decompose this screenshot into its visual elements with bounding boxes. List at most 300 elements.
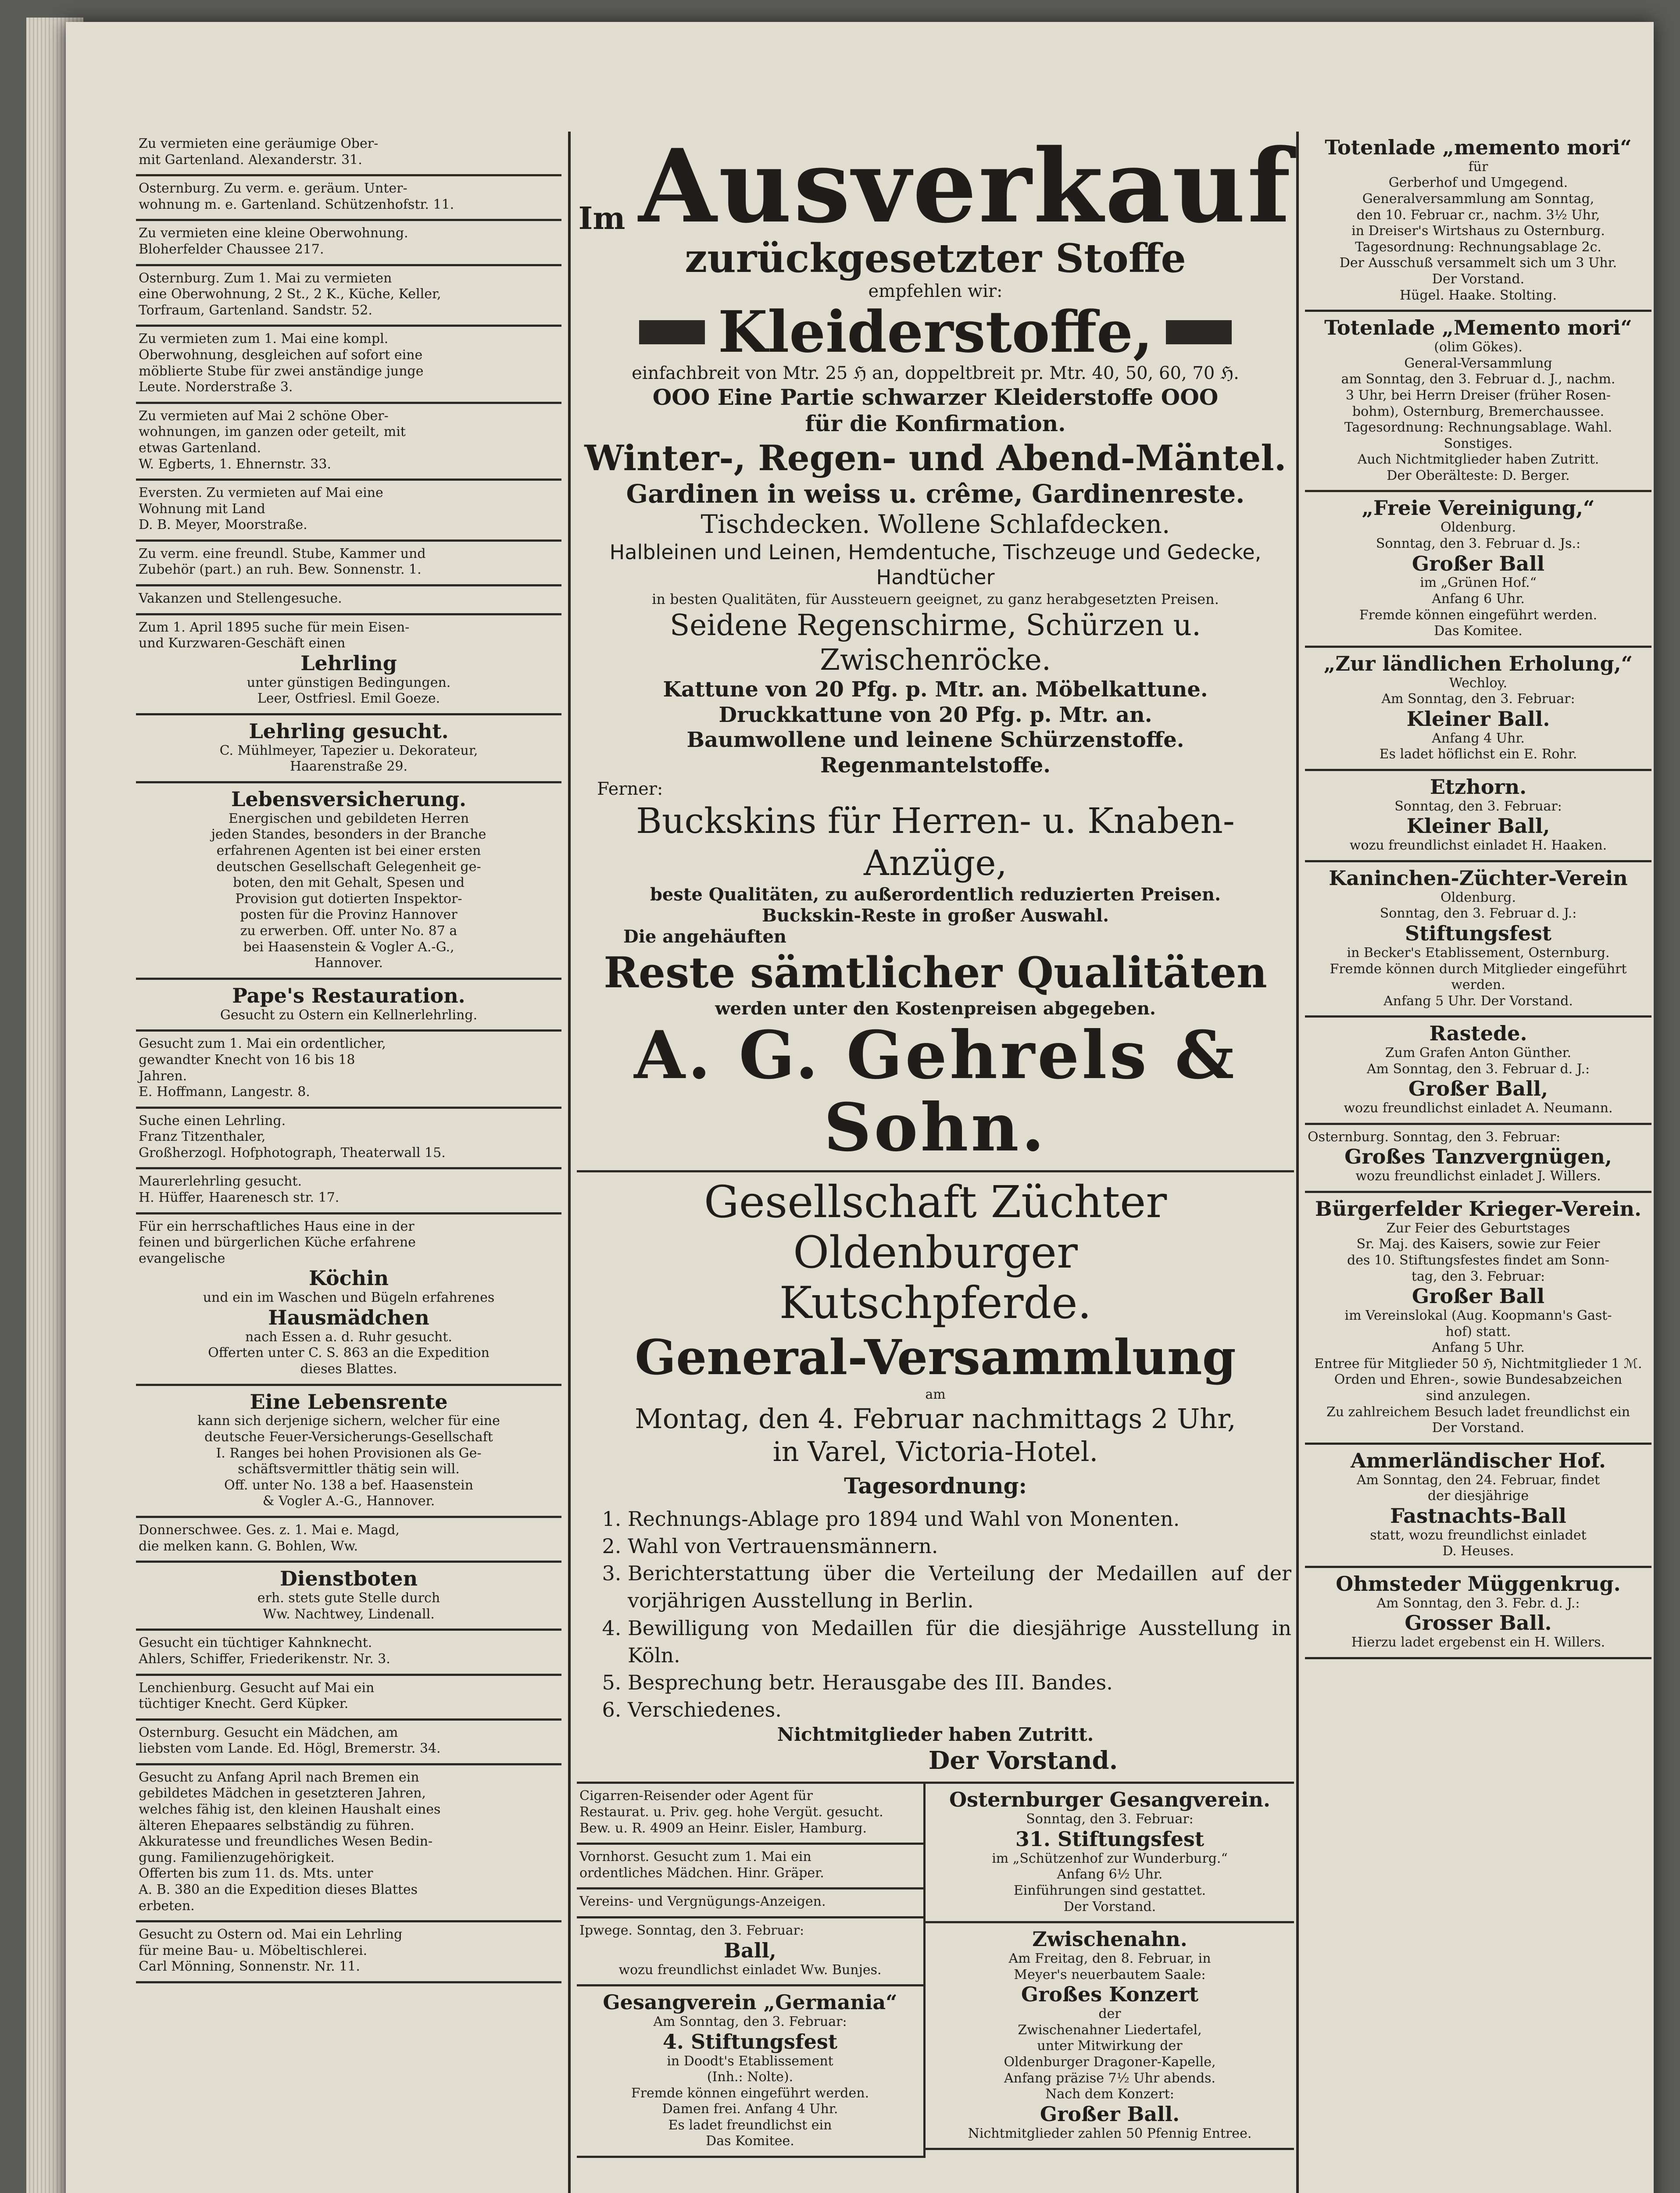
ad-text-line: Am Sonntag, den 24. Februar, findet [1356, 1472, 1600, 1488]
ad-text-line: Offerten unter C. S. 863 an die Expedition [208, 1345, 490, 1361]
ad-text-line: die melken kann. G. Bohlen, Ww. [139, 1538, 358, 1554]
events-column-right [1305, 132, 1651, 1659]
ad-text-line: Anfang 6½ Uhr. [1057, 1867, 1163, 1882]
ad-text-line: Anfang 5 Uhr. [1432, 1340, 1525, 1356]
ad-text-line: Einführungen sind gestattet. [1013, 1883, 1206, 1899]
ad-text-line: Fremde können eingeführt werden. [631, 2085, 869, 2101]
ad-text-line: ordentliches Mädchen. Hinr. Gräper. [579, 1865, 824, 1881]
ad-headline: „Zur ländlichen Erholung,“ [1323, 651, 1633, 675]
ad-text-line: Osternburg. Zu verm. e. geräum. Unter- [139, 181, 407, 196]
ausverkauf-ad [577, 127, 1294, 1172]
ad-text-line: Anfang 4 Uhr. [1432, 730, 1525, 746]
ad-text-line: Sonntag, den 3. Februar d. J.: [1380, 906, 1577, 921]
ad-text-line: deutsche Feuer-Versicherungs-Gesellschaft [204, 1429, 493, 1445]
ad-text-line: gung. Familienzugehörigkeit. [139, 1850, 335, 1865]
classified-ad [1305, 1018, 1651, 1125]
ad-text-line: wozu freundlichst einladet A. Neumann. [1344, 1100, 1613, 1116]
classified-ad [136, 586, 561, 615]
ad-line: OOO Eine Partie schwarzer Kleiderstoffe OOO [652, 384, 1219, 410]
ad-text-line: Das Komitee. [706, 2133, 794, 2149]
ad-text-line: Zu vermieten auf Mai 2 schöne Ober- [139, 408, 389, 424]
classified-ad [136, 1631, 561, 1675]
ad-ausverkauf-title: Ausverkauf [638, 127, 1293, 246]
ad-text-line: des 10. Stiftungsfestes findet am Sonn- [1347, 1253, 1609, 1268]
ad-text-line: zu erwerben. Off. unter No. 87 a [240, 923, 458, 939]
decorative-bar [639, 320, 705, 344]
ad-text-line: und ein im Waschen und Bügeln erfahrenes [203, 1290, 495, 1306]
ad-text-line: Oberwohnung, desgleichen auf sofort eine [139, 347, 423, 363]
ad-headline: Kleiner Ball, [1406, 814, 1550, 838]
ad-text-line: Restaurat. u. Priv. geg. hohe Vergüt. gesucht. [579, 1804, 883, 1820]
classified-ad [1305, 1193, 1651, 1445]
ad-text-line: Hannover. [314, 955, 383, 971]
ad-text-line: Torfraum, Gartenland. Sandstr. 52. [139, 302, 372, 318]
gv-heading: Gesellschaft Züchter Oldenburger [704, 1176, 1167, 1278]
ad-text-line: W. Egberts, 1. Ehnernstr. 33. [139, 456, 331, 472]
ad-text-line: Der Vorstand. [1432, 1420, 1525, 1436]
decorative-bar [1166, 320, 1232, 344]
ad-text-line: dieses Blattes. [300, 1361, 397, 1377]
ad-headline: Stiftungsfest [1405, 921, 1552, 946]
ad-text-line: Zu vermieten eine kleine Oberwohnung. [139, 225, 408, 241]
ad-line: Regenmantelstoffe. [820, 753, 1051, 778]
classified-ad [136, 176, 561, 221]
column-rule-right [1296, 132, 1299, 2193]
ad-text-line: der [1098, 2006, 1121, 2022]
ad-text-line: unter Mitwirkung der [1037, 2038, 1183, 2054]
classified-ad [136, 980, 561, 1032]
ad-headline: Großer Ball [1412, 551, 1545, 575]
ad-text-line: Es ladet höflichst ein E. Rohr. [1379, 746, 1577, 762]
ad-text-line: älteren Ehepaares selbständig zu führen. [139, 1818, 415, 1833]
ad-firm-name: A. G. Gehrels & Sohn. [634, 1016, 1237, 1166]
ad-text-line: Eversten. Zu vermieten auf Mai eine [139, 485, 383, 501]
classified-ad [136, 266, 561, 327]
ad-text-line: Anfang präzise 7½ Uhr abends. [1004, 2070, 1216, 2086]
ad-text-line: Am Sonntag, den 3. Februar d. J.: [1366, 1061, 1590, 1077]
ad-text-line: A. B. 380 an die Expedition dieses Blattes [139, 1882, 418, 1898]
ad-headline: Fastnachts-Ball [1390, 1504, 1566, 1528]
classified-ad [136, 1721, 561, 1765]
ad-line: Halbleinen und Leinen, Hemdentuche, Tischzeuge und Gedecke, [609, 540, 1262, 564]
ad-text-line: Gesucht ein tüchtiger Kahnknecht. [139, 1635, 372, 1651]
gv-date: Montag, den 4. Februar nachmittags 2 Uhr, [635, 1403, 1236, 1435]
ad-headline: Köchin [308, 1266, 389, 1290]
ad-text-line: tag, den 3. Februar: [1411, 1268, 1545, 1284]
ad-text-line: wozu freundlichst einladet J. Willers. [1355, 1168, 1601, 1184]
ad-text-line: Maurerlehrling gesucht. [139, 1174, 302, 1189]
ad-text-line: Leer, Ostfriesl. Emil Goeze. [257, 691, 440, 707]
ad-text-line: der diesjährige [1427, 1488, 1529, 1504]
ad-text-line: möblierte Stube für zwei anständige junge [139, 363, 424, 379]
gv-place: in Varel, Victoria-Hotel. [772, 1435, 1098, 1468]
ad-text-line: Für ein herrschaftliches Haus eine in der [139, 1218, 415, 1234]
ad-text-line: in Doodt's Etablissement [667, 2053, 833, 2069]
main-ads-column [577, 127, 1294, 2158]
ad-line: für die Konfirmation. [805, 410, 1066, 436]
ad-text-line: Großherzogl. Hofphotograph, Theaterwall 15. [139, 1145, 446, 1161]
ad-text-line: im Vereinslokal (Aug. Koopmann's Gast- [1344, 1308, 1612, 1324]
ad-text-line: Tagesordnung: Rechnungsablage 2c. [1355, 239, 1601, 255]
ad-kleiderstoffe-text: Kleiderstoffe, [718, 298, 1153, 365]
classified-ad [1305, 648, 1651, 771]
ad-headline: Totenlade „memento mori“ [1325, 136, 1632, 159]
ad-headline: Bürgerfelder Krieger-Verein. [1315, 1197, 1641, 1221]
ad-headline: Lehrling gesucht. [249, 719, 449, 743]
ad-text-line: Oldenburger Dragoner-Kapelle, [1004, 2054, 1216, 2070]
classified-ad [1305, 771, 1651, 862]
classified-ad [136, 1563, 561, 1631]
classified-ad [136, 327, 561, 404]
gv-agenda-list [628, 1505, 1291, 1723]
ad-text-line: Sonntag, den 3. Februar d. Js.: [1376, 536, 1581, 551]
ad-text-line: Ww. Nachtwey, Lindenall. [263, 1606, 435, 1622]
ad-text-line: Am Freitag, den 8. Februar, in [1008, 1951, 1211, 1967]
ad-text-line: gewandter Knecht von 16 bis 18 [139, 1052, 355, 1068]
classified-ad [136, 715, 561, 783]
ad-text-line: sind anzulegen. [1426, 1388, 1531, 1404]
ad-text-line: Gesucht zu Ostern od. Mai ein Lehrling [139, 1927, 403, 1943]
ad-text-line: wohnung m. e. Gartenland. Schützenhofstr. 11. [139, 196, 454, 212]
ad-text-line: Am Sonntag, den 3. Februar: [1381, 691, 1575, 707]
ad-text-line: wohnungen, im ganzen oder geteilt, mit [139, 424, 406, 440]
ad-text-line: Zur Feier des Geburtstages [1386, 1220, 1570, 1236]
ad-text-line: Offerten bis zum 11. ds. Mts. unter [139, 1866, 373, 1882]
ad-headline: „Freie Vereinigung,“ [1362, 496, 1595, 520]
classified-ad [1305, 132, 1651, 312]
ad-headline: Großer Ball [1412, 1284, 1545, 1308]
classified-ad [136, 404, 561, 481]
ad-text-line: feinen und bürgerlichen Küche erfahrene [139, 1235, 416, 1250]
ad-text-line: Osternburg. Gesucht ein Mädchen, am [139, 1725, 398, 1740]
gv-agenda-item: 1. Rechnungs-Ablage pro 1894 und Wahl von Monenten. [628, 1505, 1291, 1532]
ad-text-line: H. Hüffer, Haarenesch str. 17. [139, 1190, 340, 1206]
ad-text-line: Wohnung mit Land [139, 501, 265, 517]
ad-text-line: Zubehör (part.) an ruh. Bew. Sonnenstr. 1. [139, 562, 422, 578]
bottom-right-ads [926, 1784, 1294, 2158]
ad-text-line: evangelische [139, 1250, 225, 1266]
ad-text-line: Es ladet freundlichst ein [668, 2117, 832, 2133]
ad-text-line: schäftsvermittler thätig sein will. [238, 1461, 460, 1477]
ad-text-line: in Becker's Etablissement, Osternburg. [1347, 945, 1610, 961]
ad-line: Reste sämtlicher Qualitäten [604, 948, 1267, 998]
classified-ad [136, 615, 561, 715]
ad-line: Die angehäuften [623, 926, 786, 947]
ad-headline: Großer Ball, [1408, 1077, 1548, 1101]
classified-ad [1305, 862, 1651, 1018]
ad-headline: Großes Tanzvergnügen, [1344, 1145, 1612, 1169]
bottom-split [577, 1784, 1294, 2158]
ad-line: Baumwollene und leinene Schürzenstoffe. [686, 728, 1184, 753]
ad-text-line: tüchtiger Knecht. Gerd Küpker. [139, 1696, 349, 1712]
ad-text-line: Meyer's neuerbautem Saale: [1014, 1967, 1206, 1982]
ad-text-line: Am Sonntag, den 3. Februar: [653, 2014, 847, 2030]
ad-text-line: Vereins- und Vergnügungs-Anzeigen. [579, 1894, 826, 1910]
ad-text-line: boten, den mit Gehalt, Spesen und [233, 875, 465, 891]
ad-line: einfachbreit von Mtr. 25 ℌ an, doppeltbreit pr. Mtr. 40, 50, 60, 70 ℌ. [632, 363, 1239, 383]
classified-ad [926, 1923, 1294, 2150]
ad-headline: Kleiner Ball. [1406, 707, 1550, 731]
ad-headline: Pape's Restauration. [232, 983, 465, 1007]
ad-headline: 4. Stiftungsfest [662, 2029, 838, 2054]
ad-text-line: Suche einen Lehrling. [139, 1113, 286, 1129]
classified-ad [136, 1386, 561, 1518]
ad-headline: Osternburger Gesangverein. [949, 1788, 1270, 1812]
ad-text-line: Osternburg. Sonntag, den 3. Februar: [1308, 1129, 1561, 1145]
ad-text-line: Tagesordnung: Rechnungsablage. Wahl. [1344, 420, 1612, 436]
ad-line: Buckskin-Reste in großer Auswahl. [761, 905, 1109, 926]
ad-headline: Etzhorn. [1430, 775, 1527, 799]
classified-ad [1305, 1568, 1651, 1659]
classified-ad [136, 1518, 561, 1563]
gv-agenda-item: 3. Berichterstattung über die Verteilung der Medaillen auf der vorjährigen Ausstellung in Berlin. [628, 1560, 1291, 1614]
ad-text-line: Der Vorstand. [1432, 271, 1525, 287]
ad-text-line: Off. unter No. 138 a bef. Haasenstein [224, 1477, 473, 1493]
ad-text-line: Donnerschwee. Ges. z. 1. Mai e. Magd, [139, 1522, 400, 1538]
ad-text-line: Anfang 5 Uhr. Der Vorstand. [1383, 993, 1573, 1009]
classified-ad [136, 1214, 561, 1386]
ad-headline: Großer Ball. [1040, 2102, 1180, 2126]
ad-text-line: Zu vermieten eine geräumige Ober- [139, 136, 379, 151]
ad-text-line: jeden Standes, besonders in der Branche [211, 827, 486, 843]
ad-text-line: Der Ausschuß versammelt sich um 3 Uhr. [1339, 255, 1617, 271]
ad-text-line: Sonntag, den 3. Februar: [1394, 798, 1562, 814]
ad-text-line: Vakanzen und Stellengesuche. [139, 591, 342, 607]
ad-text-line: posten für die Provinz Hannover [240, 907, 458, 923]
generalversammlung-ad [577, 1172, 1294, 1784]
ad-text-line: nach Essen a. d. Ruhr gesucht. [245, 1329, 452, 1345]
ad-headline: 31. Stiftungsfest [1015, 1827, 1205, 1851]
ad-text-line: erbeten. [139, 1898, 195, 1914]
ad-im: Im [578, 200, 626, 236]
ad-text-line: Ipwege. Sonntag, den 3. Februar: [579, 1923, 804, 1939]
ad-text-line: Haarenstraße 29. [290, 759, 408, 775]
ad-headline: Eine Lebensrente [250, 1389, 448, 1414]
classified-ad [136, 1765, 561, 1922]
ad-text-line: Hierzu ladet ergebenst ein H. Willers. [1351, 1635, 1605, 1650]
ad-text-line: am Sonntag, den 3. Februar d. J., nachm. [1341, 371, 1616, 387]
ad-text-line: Das Komitee. [1434, 623, 1523, 639]
ad-headline: Ball, [724, 1938, 776, 1962]
ad-text-line: gebildetes Mädchen in gesetzteren Jahren, [139, 1786, 426, 1801]
ad-text-line: Am Sonntag, den 3. Febr. d. J.: [1376, 1595, 1580, 1611]
ad-text-line: Orden und Ehren-, sowie Bundesabzeichen [1334, 1372, 1623, 1388]
ad-text-line: Der Vorstand. [1063, 1899, 1156, 1914]
classified-ad [136, 542, 561, 586]
ad-text-line: eine Oberwohnung, 2 St., 2 K., Küche, Keller, [139, 286, 441, 302]
ad-text-line: (olim Gökes). [1434, 339, 1523, 355]
ad-text-line: Oldenburg. [1440, 520, 1516, 536]
ad-headline: Dienstboten [279, 1567, 418, 1591]
ad-text-line: Zum Grafen Anton Günther. [1385, 1045, 1572, 1061]
ad-text-line: Franz Titzenthaler, [139, 1129, 266, 1145]
column-rule-left [568, 132, 571, 2193]
ad-line: Gardinen in weiss u. crême, Gardinenreste. [626, 479, 1245, 509]
ad-text-line: Sr. Maj. des Kaisers, sowie zur Feier [1356, 1236, 1600, 1252]
ad-text-line: Wechloy. [1449, 675, 1508, 691]
ad-text-line: Gesucht zum 1. Mai ein ordentlicher, [139, 1036, 386, 1052]
ad-text-line: Sonstiges. [1444, 436, 1513, 451]
ad-text-line: General-Versammlung [1404, 355, 1552, 371]
ad-text-line: liebsten vom Lande. Ed. Högl, Bremerstr. 34. [139, 1741, 441, 1757]
ad-text-line: Gesucht zu Ostern ein Kellnerlehrling. [220, 1007, 478, 1023]
ad-text-line: statt, wozu freundlichst einladet [1370, 1527, 1587, 1543]
ad-line: Tischdecken. Wollene Schlafdecken. [701, 509, 1170, 539]
ad-text-line: welches fähig ist, den kleinen Haushalt eines [139, 1802, 441, 1818]
ad-headline: Hausmädchen [268, 1305, 429, 1329]
ad-text-line: wozu freundlichst einladet H. Haaken. [1349, 838, 1607, 854]
ad-line: beste Qualitäten, zu außerordentlich reduzierten Preisen. [650, 884, 1221, 905]
ad-headline: Grosser Ball. [1405, 1611, 1552, 1635]
ad-text-line: Bew. u. R. 4909 an Heinr. Eisler, Hamburg. [579, 1820, 867, 1836]
ad-text-line: & Vogler A.-G., Hannover. [262, 1493, 435, 1509]
classified-ad [926, 1784, 1294, 1923]
ad-text-line: I. Ranges bei hohen Provisionen als Ge- [216, 1445, 482, 1461]
ad-text-line: im „Schützenhof zur Wunderburg.“ [992, 1850, 1228, 1866]
classified-ad [136, 1109, 561, 1170]
ad-headline: Ammerländischer Hof. [1350, 1448, 1606, 1472]
gv-agenda-title: Tagesordnung: [844, 1473, 1027, 1499]
ad-line: Seidene Regenschirme, Schürzen u. Zwischenröcke. [670, 608, 1201, 677]
ad-text-line: hof) statt. [1445, 1324, 1511, 1339]
ad-text-line: werden. [1451, 977, 1505, 993]
ad-text-line: Fremde können durch Mitglieder eingeführt [1330, 961, 1627, 977]
bottom-left-ads [577, 1784, 926, 2158]
ad-text-line: Nach dem Konzert: [1045, 2086, 1174, 2102]
ad-text-line: mit Gartenland. Alexanderstr. 31. [139, 152, 362, 168]
ad-line: werden unter den Kostenpreisen abgegeben. [715, 998, 1156, 1019]
ad-text-line: Ahlers, Schiffer, Friederikenstr. Nr. 3. [139, 1651, 390, 1667]
ad-line: Winter-, Regen- und Abend-Mäntel. [584, 437, 1287, 479]
gv-am: am [925, 1386, 946, 1402]
classified-ad [136, 132, 561, 176]
classified-ad [577, 1784, 923, 1845]
ad-text-line: Bloherfelder Chaussee 217. [139, 241, 324, 257]
classified-ad [1305, 1445, 1651, 1568]
classified-ad [577, 1845, 923, 1889]
ad-text-line: Anfang 6 Uhr. [1432, 591, 1525, 607]
classifieds-column-left [136, 132, 561, 1983]
ad-text-line: Leute. Norderstraße 3. [139, 379, 293, 395]
classified-ad [136, 481, 561, 542]
ad-headline: Großes Konzert [1021, 1982, 1199, 2007]
ad-text-line: Zwischenahner Liedertafel, [1018, 2022, 1202, 2038]
ad-text-line: (Inh.: Nolte). [707, 2069, 794, 2085]
ad-text-line: Zu verm. eine freundl. Stube, Kammer und [139, 546, 426, 561]
ad-text-line: Energischen und gebildeten Herren [228, 811, 469, 826]
ad-text-line: bei Haasenstein & Vogler A.-G., [243, 939, 454, 955]
gv-agenda-item: 5. Besprechung betr. Herausgabe des III. Bandes. [628, 1669, 1291, 1696]
gv-heading: Kutschpferde. [779, 1277, 1092, 1329]
classified-ad [577, 1986, 923, 2158]
classified-ad [577, 1918, 923, 1986]
ad-text-line: in Dreiser's Wirtshaus zu Osternburg. [1351, 223, 1605, 239]
ad-text-line: bohm), Osternburg, Bremerchaussee. [1352, 404, 1605, 419]
ad-headline: Totenlade „Memento mori“ [1324, 316, 1632, 340]
gv-line: Nichtmitglieder haben Zutritt. [777, 1723, 1094, 1745]
gv-title: General-Versammlung [635, 1329, 1236, 1386]
ad-text-line: Akkuratesse und freundliches Wesen Bedin- [139, 1834, 433, 1850]
ad-text-line: Osternburg. Zum 1. Mai zu vermieten [139, 270, 392, 286]
classified-ad [1305, 492, 1651, 647]
classified-ad [136, 1676, 561, 1721]
ad-line: Handtücher [876, 565, 995, 589]
ad-text-line: Fremde können eingeführt werden. [1359, 607, 1598, 623]
gv-agenda-item: 4. Bewilligung von Medaillen für die diesjährige Ausstellung in Köln. [628, 1614, 1291, 1669]
ad-line: Druckkattune von 20 Pfg. p. Mtr. an. [718, 702, 1152, 727]
classified-ad [136, 783, 561, 980]
ad-headline: Kaninchen-Züchter-Verein [1329, 866, 1628, 890]
gv-agenda-item: 2. Wahl von Vertrauensmännern. [628, 1532, 1291, 1560]
ad-text-line: Carl Mönning, Sonnenstr. Nr. 11. [139, 1959, 360, 1975]
ad-text-line: und Kurzwaren-Geschäft einen [139, 636, 346, 651]
ad-text-line: Provision gut dotierten Inspektor- [235, 891, 462, 907]
ad-text-line: kann sich derjenige sichern, welcher für eine [197, 1413, 500, 1429]
ad-text-line: unter günstigen Bedingungen. [247, 675, 451, 690]
ad-text-line: Cigarren-Reisender oder Agent für [579, 1788, 813, 1804]
classified-ad [136, 221, 561, 266]
classified-ad [136, 1169, 561, 1214]
ad-text-line: für meine Bau- u. Möbeltischlerei. [139, 1943, 368, 1958]
ad-text-line: Auch Nichtmitglieder haben Zutritt. [1357, 452, 1599, 468]
ad-subtitle: zurückgesetzter Stoffe [685, 235, 1186, 282]
classified-ad [577, 1889, 923, 1918]
ad-text-line: Generalversammlung am Sonntag, [1362, 191, 1594, 207]
ad-text-line: Sonntag, den 3. Februar: [1026, 1811, 1194, 1827]
ad-text-line: etwas Gartenland. [139, 440, 261, 456]
ad-text-line: wozu freundlichst einladet Ww. Bunjes. [618, 1962, 882, 1978]
ad-text-line: den 10. Februar cr., nachm. 3½ Uhr, [1356, 207, 1600, 223]
ad-text-line: Zu vermieten zum 1. Mai eine kompl. [139, 331, 389, 347]
ad-text-line: deutschen Gesellschaft Gelegenheit ge- [216, 859, 481, 875]
ad-headline: Gesangverein „Germania“ [603, 1990, 897, 2014]
classified-ad [136, 1922, 561, 1983]
ad-headline: Rastede. [1429, 1021, 1527, 1046]
ad-headline: Zwischenahn. [1032, 1927, 1187, 1951]
ad-text-line: Damen frei. Anfang 4 Uhr. [662, 2101, 838, 2117]
ad-line: Kattune von 20 Pfg. p. Mtr. an. Möbelkattune. [663, 677, 1208, 702]
ad-line: Ferner: [597, 779, 663, 800]
ad-text-line: Lenchienburg. Gesucht auf Mai ein [139, 1680, 375, 1696]
ad-text-line: im „Grünen Hof.“ [1420, 575, 1537, 591]
ad-text-line: E. Hoffmann, Langestr. 8. [139, 1084, 310, 1100]
ad-text-line: Hügel. Haake. Stolting. [1399, 287, 1557, 303]
ad-text-line: Gesucht zu Anfang April nach Bremen ein [139, 1769, 419, 1785]
ad-line: in besten Qualitäten, für Aussteuern geeignet, zu ganz herabgesetzten Preisen. [652, 590, 1219, 607]
ad-text-line: Jahren. [139, 1068, 187, 1084]
ad-text-line: Entree für Mitglieder 50 ℌ, Nichtmitglieder 1 ℳ. [1314, 1356, 1642, 1372]
ad-line: empfehlen wir: [868, 281, 1003, 301]
ad-text-line: 3 Uhr, bei Herrn Dreiser (früher Rosen- [1345, 387, 1611, 403]
classified-ad [1305, 1125, 1651, 1193]
ad-text-line: erfahrenen Agenten ist bei einer ersten [216, 843, 481, 859]
ad-text-line: Vornhorst. Gesucht zum 1. Mai ein [579, 1849, 811, 1865]
ad-text-line: Der Oberälteste: D. Berger. [1387, 468, 1570, 483]
ad-text-line: für [1468, 159, 1488, 175]
ad-headline: Ohmsteder Müggenkrug. [1336, 1572, 1621, 1596]
ad-kleiderstoffe [579, 298, 1291, 365]
ad-text-line: Oldenburg. [1440, 889, 1516, 905]
ad-headline: Lehrling [300, 651, 397, 675]
ad-line: Buckskins für Herren- u. Knaben-Anzüge, [636, 800, 1235, 884]
ad-text-line: Gerberhof und Umgegend. [1388, 175, 1568, 191]
ad-text-line: D. B. Meyer, Moorstraße. [139, 517, 307, 533]
ad-text-line: Zu zahlreichem Besuch ladet freundlichst ein [1326, 1404, 1630, 1420]
classified-ad [1305, 312, 1651, 492]
ad-text-line: Nichtmitglieder zahlen 50 Pfennig Entree. [968, 2125, 1252, 2141]
ad-text-line: Zum 1. April 1895 suche für mein Eisen- [139, 619, 410, 635]
ad-headline: Lebensversicherung. [231, 787, 466, 811]
